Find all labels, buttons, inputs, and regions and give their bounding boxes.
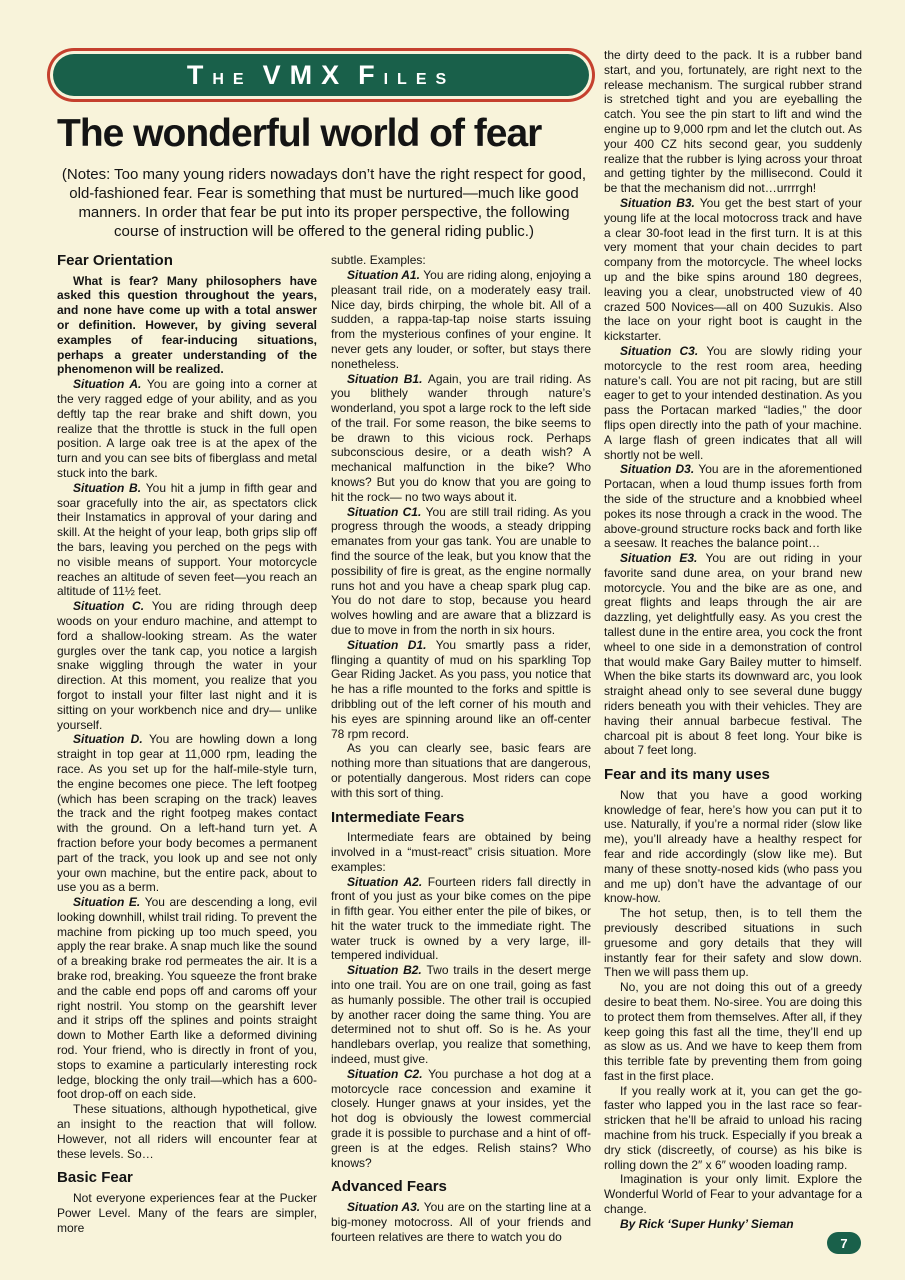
paragraph: Now that you have a good working knowledge of fear, here’s how you can put it to use. Naturally, if you’re a normal rider (slow like me), you’ll already have a healthy respect for fear and ride accordingly (slow like me). But many of these snotty-nosed kids (who pass you and me up) don’t have the advantage of our know-how. [604,787,862,906]
two-column-body [57,253,591,1244]
paragraph: The hot setup, then, is to tell them the previously described situations in such gruesome and gory details that they will instantly fear for their safety and slow down. Then we will pass them up. [604,906,862,980]
situation-label: Situation D3. [620,462,699,477]
paragraph: Situation B1. Again, you are trail riding. As you blithely wander through nature’s wonderland, you spot a large rock to the left side of the trail. For some reason, the bike seems to be drawn to this vicious rock. Perhaps subconscious desire, or a death wish? A mechanical malfunction in the bike? Who knows? But you do know that you are going to hit the rock— no two ways about it. [331,371,592,504]
paragraph: Situation D1. You smartly pass a rider, flinging a quantity of mud on his sparkling Top Gear Riding Jacket. As you pass, you notice that he has a rifle mounted to the forks and spittle is dribbling out of the left corner of his mouth and his eyes are spinning around like an off-center 78 rpm record. [331,637,591,741]
situation-label: Situation A1. [347,267,424,282]
paragraph: Situation C. You are riding through deep woods on your enduro machine, and attempt to ford a shallow-looking stream. As the water gurgles over the tank cap, you notice a largish snake wiggling through the water in your direction. At this moment, you realize that you forgot to install your filter last night and it is sitting on your workbench nice and dry— unlike yourself. [57,599,317,732]
section-heading: Advanced Fears [331,1178,447,1196]
article-title: The wonderful world of fear [57,112,542,155]
section-heading: Fear Orientation [57,252,173,270]
paragraph: Situation B2. Two trails in the desert merge into one trail. You are on one trail, going as fast as humanly possible. The other trail is occupied by another racer doing the same thing. You are determined not to shut off. So is he. As your handlebars overlap, you realize that something, indeed, must give. [331,963,592,1067]
situation-label: Situation C. [73,599,152,614]
text-column-3 [604,48,862,1232]
paragraph: As you can clearly see, basic fears are nothing more than situations that are dangerous, or potentially dangerous. Most riders can cope with this sort of thing. [331,741,591,800]
left-region [57,46,591,1244]
paragraph: Situation B. You hit a jump in fifth gear and soar gracefully into the air, as spectators click their Instamatics in approval of your daring and skill. At the height of your leap, both grips slip off the bars, leaving you perched on the pegs with no visible means of support. Your motorcycle reaches an altitude of seven feet—you reach an altitude of 11½ feet. [57,480,318,599]
paragraph: If you really work at it, you can get the go-faster who lapped you in the last race so fear-stricken that he’ll be afraid to unload his racing machine from his truck. Especially if you break a dry stick (discreetly, of course) as his bike is rolling down the 2″ x 6″ wooden loading ramp. [604,1083,862,1172]
situation-label: Situation C1. [347,504,426,519]
banner-letter: T [186,60,213,90]
paragraph: No, you are not doing this out of a greedy desire to beat them. No-siree. You are doing this to protect them from themselves. After all, if they keep going this fast all the time, they’ll end up as slow as us. And we have to keep them from this terrible fate by preventing them from going fast in the first place. [604,980,862,1083]
byline: By Rick ‘Super Hunky’ Sieman [620,1216,794,1231]
situation-label: Situation B3. [620,195,700,210]
paragraph: Not everyone experiences fear at the Pucker Power Level. Many of the fears are simpler, more [57,1190,317,1235]
paragraph: subtle. Examples: [331,253,426,268]
paragraph: Situation A2. Fourteen riders fall directly in front of you just as your bike comes on the pipe in fifth gear. You either enter the pile of bikes, or hit the water truck to the immediate right. The water truck is owned by a very large, ill-tempered individual. [331,874,591,963]
situation-label: Situation B. [73,480,146,495]
section-heading: Fear and its many uses [604,766,770,784]
situation-label: Situation D1. [347,637,436,652]
paragraph: the dirty deed to the pack. It is a rubber band start, and you, fortunately, are right next to the release mechanism. The surgical rubber strand is stretched tight and you are eyeballing the catch. You see the pin start to lift and wind the engine up to 9,000 rpm and let the clutch out. As your 400 CZ hits second gear, you suddenly realize that the rubber is lying across your throat and getting tighter by the millisecond. Could it be that the mechanism did not…urrrrgh! [604,48,862,196]
situation-label: Situation E. [73,895,145,910]
section-heading: Intermediate Fears [331,808,465,826]
banner-letters-small: HE [212,71,253,88]
article-intro-notes: (Notes: Too many young riders nowadays don’t have the right respect for good, old-fashioned fear. Fear is something that must be nurtured—much like good manners. In order that fear be put into its proper perspective, the following course of instruction will be offered to the general riding public.) [61,165,587,241]
paragraph: Imagination is your only limit. Explore the Wonderful World of Fear to your advantage for a change. [604,1172,862,1217]
situation-label: Situation A. [73,377,147,392]
paragraph: What is fear? Many philosophers have asked this question throughout the years, and none have come up with a total answer or definition. However, by giving several examples of fear-inducing situations, perhaps a greater understanding of the phenomenon will be realized. [57,273,317,377]
section-banner [53,54,589,96]
paragraph: Situation D. You are howling down a long straight in top gear at 11,000 rpm, leading the race. As you set up for the half-mile-style turn, the engine becomes one piece. The left footpeg (which has been scraping on the track) leaves the track and the right footpeg makes contact with the ground. On a left-hand turn yet. A fraction before your body becomes a permanent part of the track, you look up and see not only your own machine, but the entire pack, about to use you as a berm. [57,732,317,895]
paragraph: Situation E. You are descending a long, evil looking downhill, whilst trail riding. To prevent the machine from picking up too much speed, you apply the rear brake. A snap much like the sound of a breaking brake rod permeates the air. It is a brake rod, breaking. You squeeze the front brake and the cable end pops off and caroms off your right nostril. You stomp on the gearshift lever and it strips off the splines and points straight down to Mother Earth like a deformed divining rod. Your friend, who is directly in front of you, stops to examine a particularly interesting rock ledge, blocking the only trail—which has a 600-foot drop-off on each side. [57,895,317,1102]
text-column-2 [331,253,591,1244]
banner-word: VMX [262,60,349,90]
situation-label: Situation A3. [347,1199,424,1214]
situation-label: Situation E3. [620,551,706,566]
situation-label: Situation C2. [347,1066,429,1081]
page-number-badge: 7 [827,1232,861,1254]
paragraph: Situation A. You are going into a corner at the very ragged edge of your ability, and as you deftly tap the rear brake and shift down, you realize that the throttle is stuck in the full open position. A large oak tree is at the apex of the turn and you can see bits of fiberglass and metal stuck into the bark. [57,377,317,480]
paragraph: Situation D3. You are in the aforementioned Portacan, when a loud thump issues forth from the side of the structure and a knobbied wheel pokes its nose through a crack in the wood. The above-ground structure rocks back and forth like a seesaw. It reaches the balance point… [604,462,863,551]
paragraph: Situation B3. You get the best start of your young life at the local motocross track and have a clear 30-foot lead in the first turn. It is at this very moment that your chain decides to part company from the motorcycle. The wheel locks up and the bike spins around 180 degrees, leaving you a clear, unobstructed view of 40 crazed 500 Novices—all on 400 Suzukis. Also the lace on your right boot is caught in the kickstarter. [604,195,862,344]
situation-label: Situation B1. [347,371,428,386]
situation-label: Situation C3. [620,343,707,358]
situation-label: Situation A2. [347,874,428,889]
section-heading: Basic Fear [57,1169,133,1187]
paragraph: Situation A3. You are on the starting line at a big-money motocross. All of your friends and fourteen relatives are there to watch you do [331,1199,591,1244]
paragraph: Situation C1. You are still trail riding. As you progress through the woods, a steady dripping emanates from your gas tank. You are unable to find the source of the leak, but you know that the possibility of fire is great, as the engine normally runs hot and you have a cheap spark plug cap. You do not dare to stop, because you heard wolves howling and are aware that a blizzard is due to move in from the north in six hours. [331,504,591,638]
situation-label: Situation B2. [347,963,427,978]
paragraph: Situation C2. You purchase a hot dog at a motorcycle race concession and examine it closely. Hunger gnaws at your insides, yet the hot dog is obviously the lowest commercial grade it is possible to purchase and a hint of off-green is at the edges. Relish stains? Who knows? [331,1066,592,1170]
paragraph: Situation A1. You are riding along, enjoying a pleasant trail ride, on a moderately easy trail. Nice day, birds chirping, the whole bit. All of a sudden, a rappa-tap-tap noise starts issuing from the mysterious confines of your engine. It never gets any louder, or softer, but stays there nonetheless. [331,267,591,371]
paragraph: Situation C3. You are slowly riding your motorcycle to the rest room area, heeding nature’s call. You are not pit racing, but are still eager to get to your intended destination. As you pass the Portacan marked “ladies,” the door flips open directly into the path of your machine. A large flash of green indicates that all will shortly not be well. [604,343,863,462]
paragraph: These situations, although hypothetical, give an insight to the reaction that will follow. However, not all riders will encounter fear at these levels. So… [57,1102,317,1161]
situation-label: Situation D. [73,732,149,747]
banner-letters-small: ILES [383,71,456,88]
paragraph: Situation E3. You are out riding in your favorite sand dune area, on your brand new motorcycle. You and the bike are as one, and great flights and leaps through the air are dazzling, yet delightfully easy. As you crest the tallest dune in the entire area, you cock the front wheel to one side in a demonstration of control that would make Gary Bailey mutter to himself. When the bike starts its downward arc, you look straight ahead only to see several dune buggy riders beneath you with their vehicles. They are having their annual barbecue festival. The charcoal pit is about 8 feet long. Your bike is about 7 feet long. [604,551,862,758]
text-column-1 [57,253,317,1244]
banner-letter: F [358,60,384,90]
paragraph: Intermediate fears are obtained by being involved in a “must-react” crisis situation. More examples: [331,830,591,874]
